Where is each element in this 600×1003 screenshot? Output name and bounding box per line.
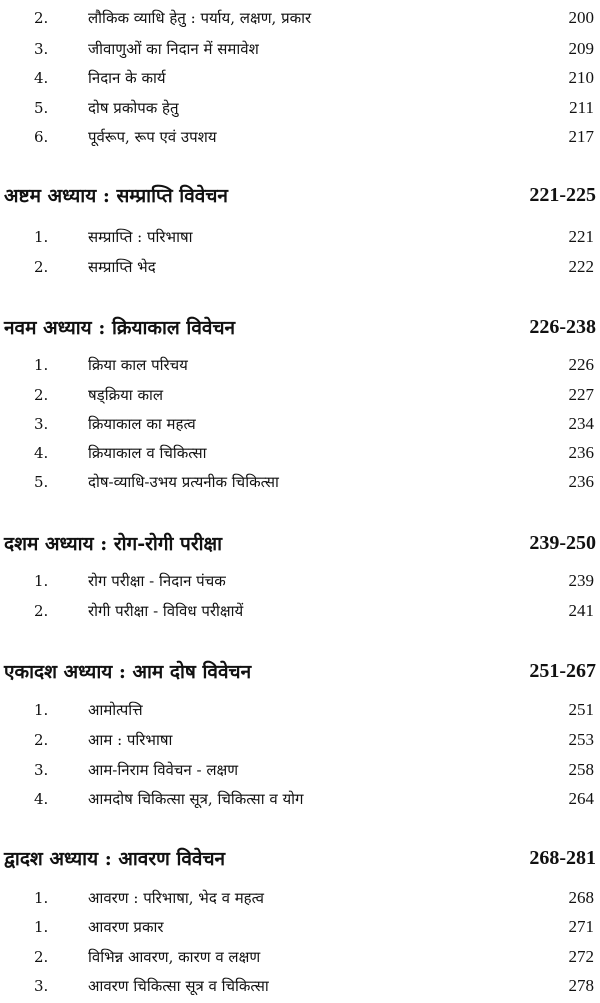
entry-title: निदान के कार्य: [88, 69, 166, 87]
entry-page-number: 253: [568, 730, 594, 749]
toc-entry: [0, 380, 600, 410]
entry-page-number: 236: [568, 472, 594, 491]
entry-title: आम-निराम विवेचन - लक्षण: [88, 761, 239, 779]
entry-number: 2.: [34, 386, 49, 404]
entry-title: आमदोष चिकित्सा सूत्र, चिकित्सा व योग: [88, 790, 304, 808]
entry-number: 2.: [34, 9, 49, 27]
entry-number: 5.: [34, 99, 49, 117]
entry-title: दोष-व्याधि-उभय प्रत्यनीक चिकित्सा: [88, 473, 279, 491]
toc-entry: [0, 942, 600, 972]
entry-page-number: 221: [568, 227, 594, 246]
chapter-heading: [0, 310, 600, 344]
entry-title: दोष प्रकोपक हेतु: [88, 99, 179, 117]
entry-number: 3.: [34, 415, 49, 433]
entry-number: 4.: [34, 790, 49, 808]
entry-title: आवरण चिकित्सा सूत्र व चिकित्सा: [88, 977, 269, 995]
toc-entry: [0, 409, 600, 439]
toc-entry: [0, 34, 600, 64]
toc-entry: [0, 971, 600, 1001]
entry-title: आवरण : परिभाषा, भेद व महत्व: [88, 889, 264, 907]
chapter-heading: [0, 654, 600, 688]
entry-page-number: 278: [568, 976, 594, 995]
toc-entry: [0, 467, 600, 497]
chapter-page-range: 251-267: [529, 659, 596, 682]
toc-entry: [0, 755, 600, 785]
entry-page-number: 227: [568, 385, 594, 404]
entry-number: 1.: [34, 572, 49, 590]
entry-number: 2.: [34, 731, 49, 749]
chapter-title: द्वादश अध्याय : आवरण विवेचन: [4, 848, 226, 870]
entry-title: आम : परिभाषा: [88, 731, 173, 749]
toc-entry: [0, 3, 600, 33]
entry-number: 6.: [34, 128, 49, 146]
toc-entry: [0, 596, 600, 626]
entry-title: क्रियाकाल व चिकित्सा: [88, 444, 207, 462]
chapter-heading: [0, 841, 600, 875]
entry-title: षड्क्रिया काल: [88, 386, 164, 404]
entry-number: 4.: [34, 444, 49, 462]
toc-entry: [0, 725, 600, 755]
entry-title: लौकिक व्याधि हेतु : पर्याय, लक्षण, प्रकार: [88, 9, 312, 27]
entry-title: जीवाणुओं का निदान में समावेश: [88, 40, 259, 58]
entry-page-number: 211: [569, 98, 594, 117]
entry-title: सम्प्राप्ति : परिभाषा: [88, 228, 193, 246]
entry-number: 5.: [34, 473, 49, 491]
chapter-title: एकादश अध्याय : आम दोष विवेचन: [4, 661, 252, 683]
chapter-heading: [0, 526, 600, 560]
chapter-page-range: 221-225: [529, 183, 596, 206]
entry-page-number: 272: [568, 947, 594, 966]
entry-title: आवरण प्रकार: [88, 918, 164, 936]
toc-entry: [0, 63, 600, 93]
entry-title: क्रिया काल परिचय: [88, 356, 188, 374]
entry-page-number: 264: [568, 789, 594, 808]
chapter-page-range: 226-238: [529, 315, 596, 338]
entry-number: 3.: [34, 977, 49, 995]
entry-page-number: 210: [568, 68, 594, 87]
entry-number: 1.: [34, 356, 49, 374]
entry-page-number: 234: [568, 414, 594, 433]
entry-page-number: 239: [568, 571, 594, 590]
entry-page-number: 236: [568, 443, 594, 462]
entry-page-number: 251: [568, 700, 594, 719]
entry-title: रोग परीक्षा - निदान पंचक: [88, 572, 226, 590]
entry-number: 1.: [34, 228, 49, 246]
entry-number: 2.: [34, 602, 49, 620]
entry-number: 4.: [34, 69, 49, 87]
entry-title: आमोत्पत्ति: [88, 701, 143, 719]
entry-page-number: 268: [568, 888, 594, 907]
entry-page-number: 200: [568, 8, 594, 27]
toc-entry: [0, 252, 600, 282]
toc-entry: [0, 566, 600, 596]
toc-entry: [0, 912, 600, 942]
toc-entry: [0, 883, 600, 913]
chapter-page-range: 268-281: [529, 846, 596, 869]
toc-entry: [0, 222, 600, 252]
entry-page-number: 258: [568, 760, 594, 779]
entry-title: रोगी परीक्षा - विविध परीक्षायें: [88, 602, 244, 620]
chapter-title: दशम अध्याय : रोग-रोगी परीक्षा: [4, 533, 223, 555]
entry-number: 1.: [34, 889, 49, 907]
toc-entry: [0, 350, 600, 380]
entry-page-number: 209: [568, 39, 594, 58]
entry-page-number: 217: [568, 127, 594, 146]
chapter-title: नवम अध्याय : क्रियाकाल विवेचन: [4, 317, 236, 339]
chapter-title: अष्टम अध्याय : सम्प्राप्ति विवेचन: [4, 185, 228, 207]
toc-entry: [0, 438, 600, 468]
entry-number: 2.: [34, 948, 49, 966]
entry-title: पूर्वरूप, रूप एवं उपशय: [88, 128, 217, 146]
entry-title: विभिन्न आवरण, कारण व लक्षण: [88, 948, 261, 966]
entry-title: क्रियाकाल का महत्व: [88, 415, 196, 433]
entry-number: 3.: [34, 761, 49, 779]
entry-title: सम्प्राप्ति भेद: [88, 258, 156, 276]
chapter-heading: [0, 178, 600, 212]
entry-number: 1.: [34, 918, 49, 936]
toc-entry: [0, 122, 600, 152]
entry-page-number: 271: [568, 917, 594, 936]
toc-entry: [0, 784, 600, 814]
toc-entry: [0, 93, 600, 123]
toc-entry: [0, 695, 600, 725]
entry-number: 1.: [34, 701, 49, 719]
entry-number: 3.: [34, 40, 49, 58]
entry-page-number: 226: [568, 355, 594, 374]
chapter-page-range: 239-250: [529, 531, 596, 554]
entry-page-number: 241: [568, 601, 594, 620]
entry-page-number: 222: [568, 257, 594, 276]
entry-number: 2.: [34, 258, 49, 276]
